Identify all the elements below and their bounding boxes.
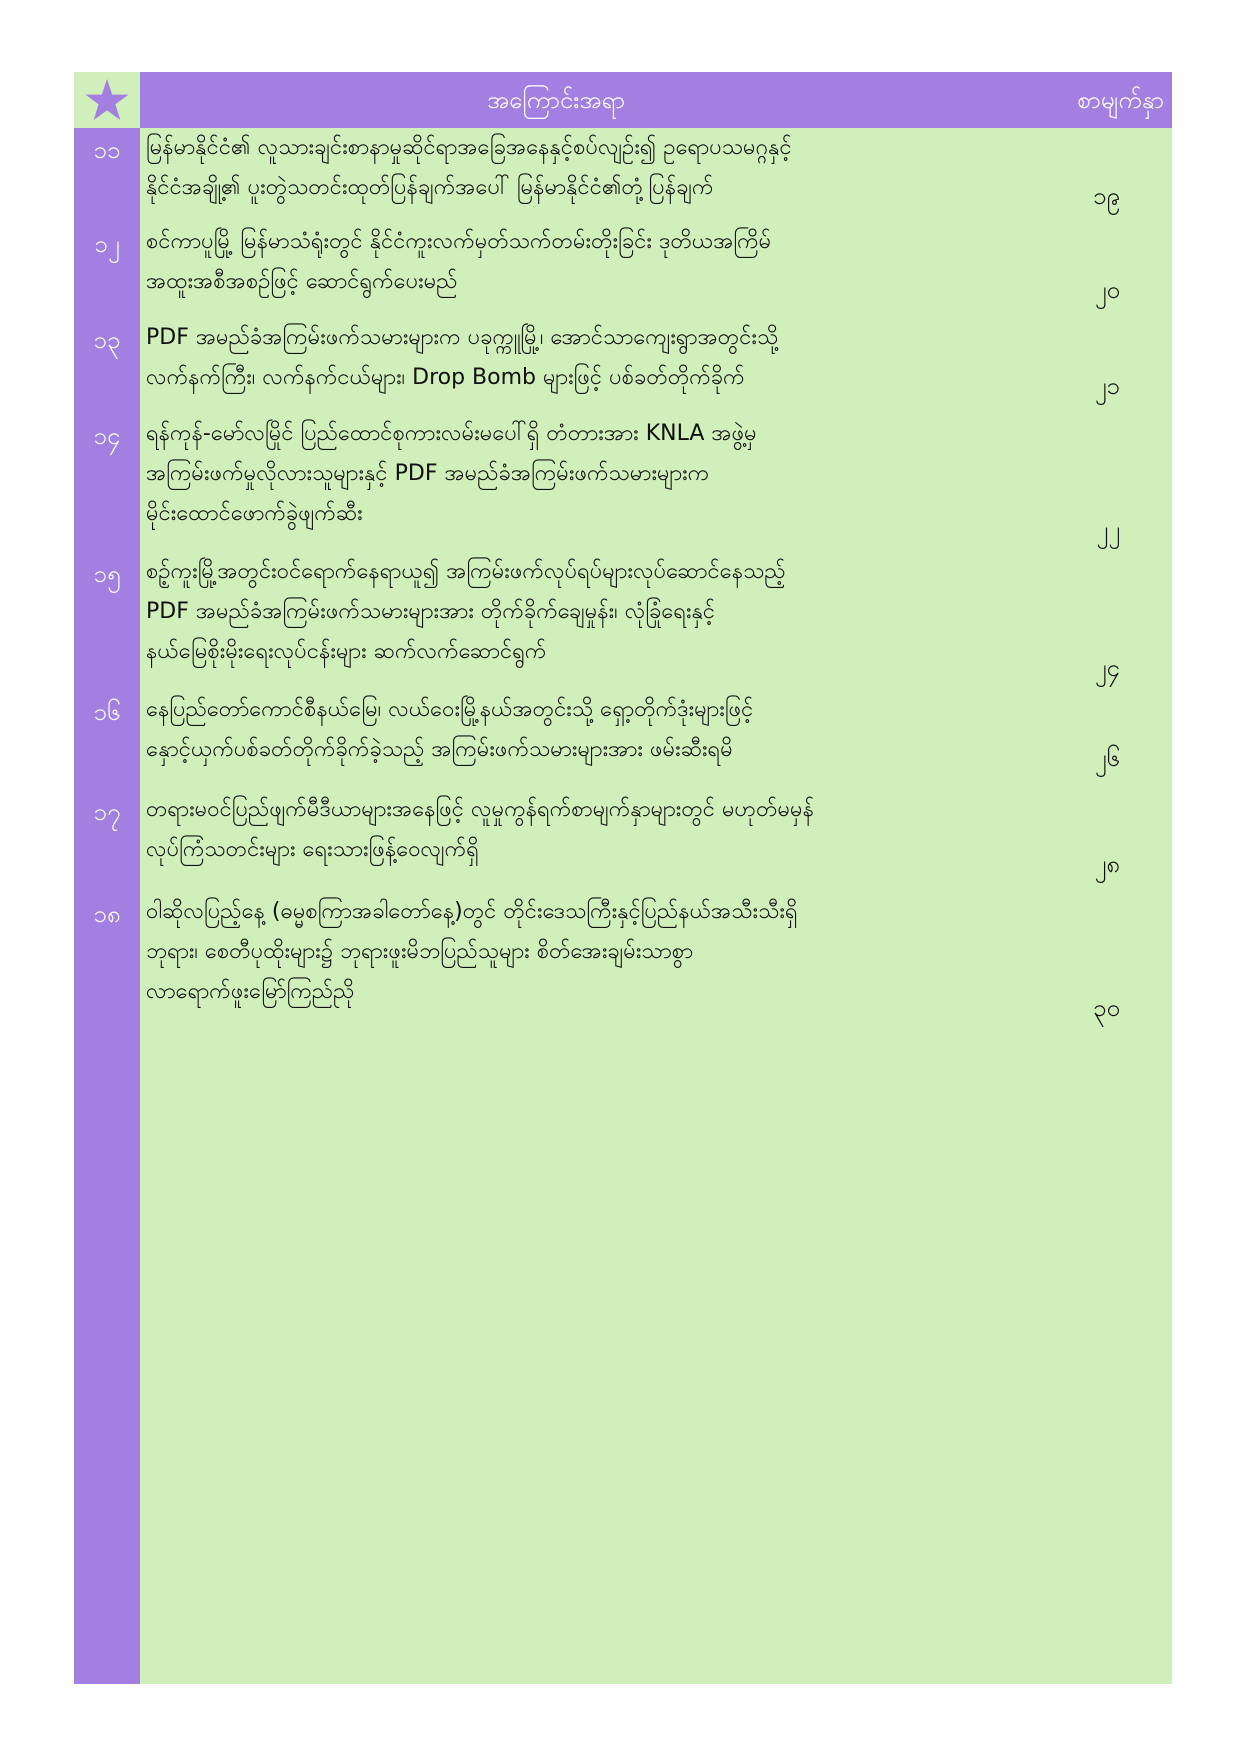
header-page-label: စာမျက်နှာ — [1077, 86, 1164, 114]
entry-title — [146, 892, 1026, 1012]
entry-title-line: နယ်မြေစိုးမိုးရေးလုပ်ငန်းများ ဆက်လက်ဆောင်ရွက် — [146, 639, 547, 664]
entry-title-line: လုပ်ကြံသတင်းများ ရေးသားဖြန့်ဝေလျက်ရှိ — [146, 837, 479, 862]
entry-page-number: ၂၆ — [1094, 744, 1120, 772]
table-of-contents — [74, 72, 1172, 1684]
entry-title-line: ဝါဆိုလပြည့်နေ့ (ဓမ္မစကြာအခါတော်နေ့)တွင် တိုင်းဒေသကြီးနှင့်ပြည်နယ်အသီးသီးရှိ — [146, 899, 798, 924]
entry-title — [146, 222, 1026, 302]
entry-number: ၁၇ — [93, 798, 121, 826]
entry-page-number: ၃၀ — [1093, 994, 1120, 1022]
entry-title — [146, 128, 1026, 208]
entry-number: ၁၅ — [93, 560, 121, 588]
star-cell — [74, 72, 140, 128]
entry-page-number: ၂၁ — [1094, 372, 1120, 400]
entry-title-line: အကြမ်းဖက်မှုလိုလားသူများနှင့် PDF အမည်ခံအကြမ်းဖက်သမားများက — [146, 461, 710, 486]
entry-title-line: တရားမဝင်ပြည်ဖျက်မီဒီယာများအနေဖြင့် လူမှုကွန်ရက်စာမျက်နှာများတွင် မဟုတ်မမှန် — [146, 797, 815, 822]
entry-number: ၁၁ — [93, 136, 121, 164]
entry-page-number: ၂၂ — [1096, 516, 1120, 544]
entry-title-line: ဘုရား၊ စေတီပုထိုးများ၌ ဘုရားဖူးမိဘပြည်သူများ စိတ်အေးချမ်းသာစွာ — [146, 939, 694, 964]
entry-page-number: ၂၀ — [1094, 276, 1120, 304]
entry-title-line: မြန်မာနိုင်ငံ၏ လူသားချင်းစာနာမှုဆိုင်ရာအခြေအနေနှင့်စပ်လျဉ်း၍ ဥရောပသမဂ္ဂနှင့် — [146, 135, 792, 160]
entry-title-line: နေပြည်တော်ကောင်စီနယ်မြေ၊ လယ်ဝေးမြို့နယ်အတွင်းသို့ ရှော့တိုက်ဒုံးများဖြင့် — [146, 697, 754, 722]
header-title: အကြောင်းအရာ — [487, 86, 625, 114]
entry-number: ၁၆ — [93, 698, 121, 726]
entry-number: ၁၄ — [93, 422, 121, 450]
entry-title-line: PDF အမည်ခံအကြမ်းဖက်သမားများအား တိုက်ခိုက်ချေမှုန်း၊ လုံခြုံရေးနှင့် — [146, 599, 716, 624]
toc-header — [140, 72, 1172, 128]
entry-title-line: အထူးအစီအစဉ်ဖြင့် ဆောင်ရွက်ပေးမည် — [146, 269, 458, 294]
entry-page-number: ၂၈ — [1094, 850, 1120, 878]
entry-title-line: လာရောက်ဖူးမြော်ကြည်ညို — [146, 979, 355, 1004]
entry-title-line: မိုင်းထောင်ဖောက်ခွဲဖျက်ဆီး — [146, 501, 363, 526]
entry-title-line: စင်ကာပူမြို့ မြန်မာသံရုံးတွင် နိုင်ငံကူးလက်မှတ်သက်တမ်းတိုးခြင်း ဒုတိယအကြိမ် — [146, 229, 772, 254]
entry-page-number: ၁၉ — [1093, 182, 1120, 210]
number-column-band — [74, 72, 140, 1684]
entry-title — [146, 552, 1026, 672]
entry-title-line: နိုင်ငံအချို့၏ ပူးတွဲသတင်းထုတ်ပြန်ချက်အပေါ် မြန်မာနိုင်ငံ၏တုံ့ပြန်ချက် — [146, 175, 714, 200]
entry-title-line: စဉ့်ကူးမြို့အတွင်းဝင်ရောက်နေရာယူ၍ အကြမ်းဖက်လုပ်ရပ်များလုပ်ဆောင်နေသည့် — [146, 559, 786, 584]
entry-title-line: ရန်ကုန်-မော်လမြိုင် ပြည်ထောင်စုကားလမ်းမပေါ်ရှိ တံတားအား KNLA အဖွဲ့မှ — [146, 421, 757, 446]
entry-title-line: လက်နက်ကြီး၊ လက်နက်ငယ်များ၊ Drop Bomb များဖြင့် ပစ်ခတ်တိုက်ခိုက် — [146, 365, 745, 390]
entry-title — [146, 790, 1026, 870]
entry-number: ၁၂ — [94, 230, 120, 258]
entry-page-number: ၂၄ — [1094, 654, 1120, 682]
star-icon — [84, 77, 130, 123]
entry-title-line: PDF အမည်ခံအကြမ်းဖက်သမားများက ပခုက္ကူမြို့၊ အောင်သာကျေးရွာအတွင်းသို့ — [146, 325, 779, 350]
entry-title-line: နှောင့်ယှက်ပစ်ခတ်တိုက်ခိုက်ခဲ့သည့် အကြမ်းဖက်သမားများအား ဖမ်းဆီးရမိ — [146, 737, 733, 762]
entry-title — [146, 690, 1026, 770]
entry-title — [146, 318, 1026, 398]
entry-title — [146, 414, 1026, 534]
entry-number: ၁၈ — [93, 900, 121, 928]
entry-number: ၁၃ — [93, 326, 121, 354]
